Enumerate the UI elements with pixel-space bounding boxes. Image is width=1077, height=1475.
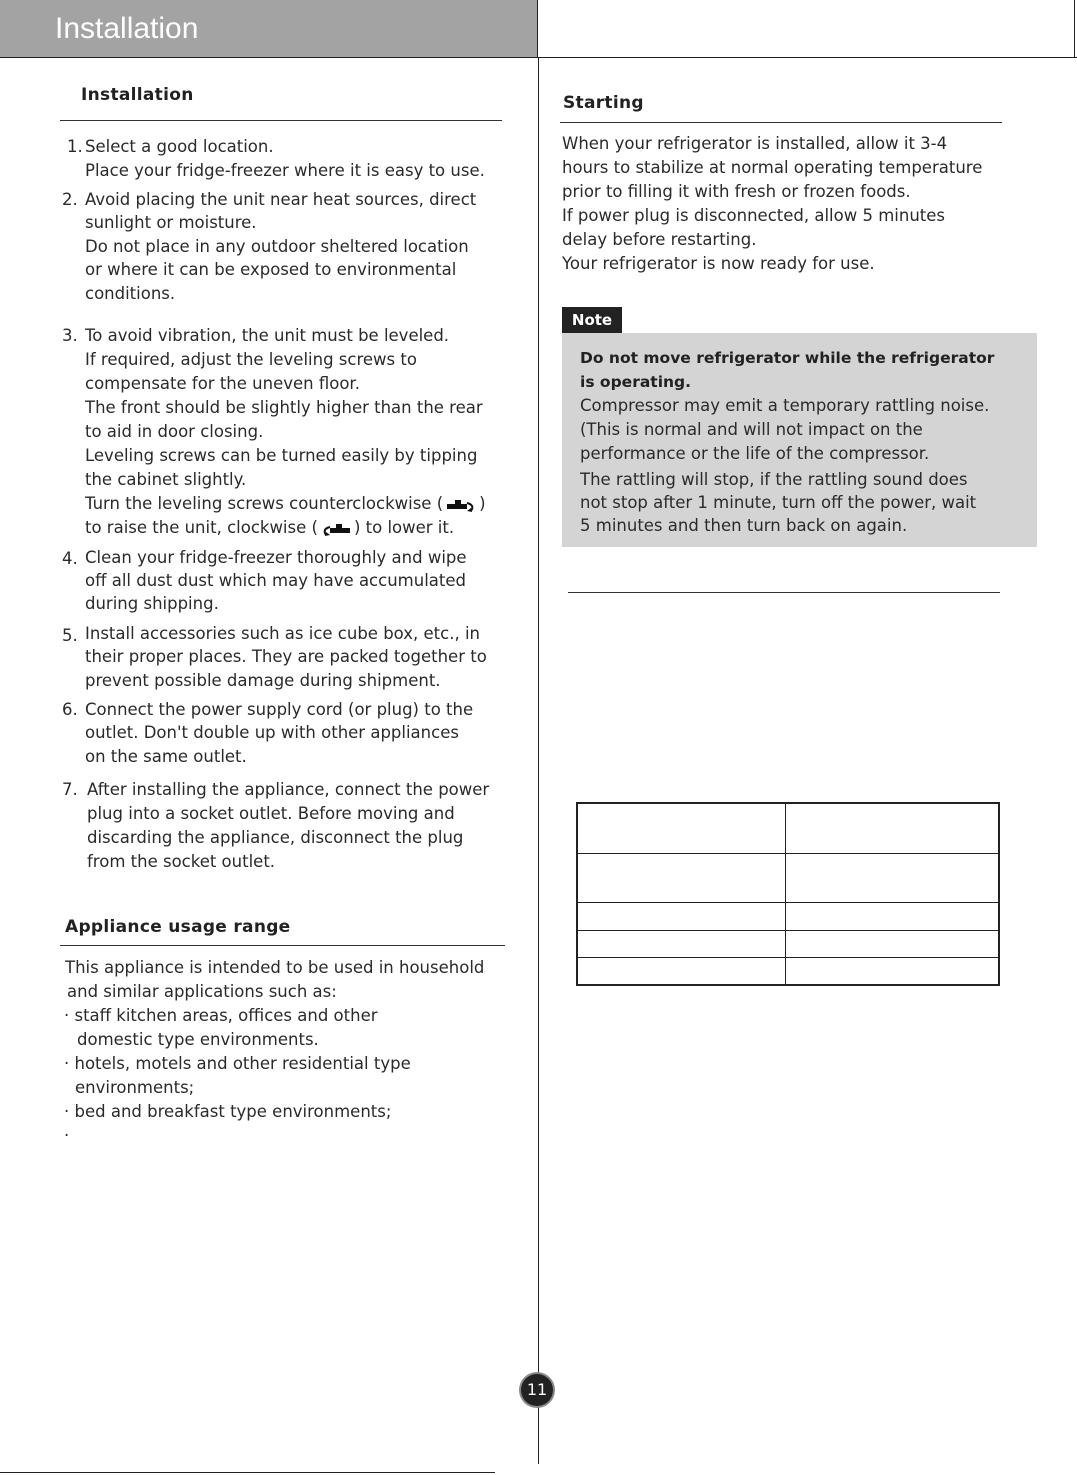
- item-5-number: 5.: [62, 626, 78, 645]
- section-rule: [568, 592, 1000, 593]
- note-bold-line: Do not move refrigerator while the refrigerator: [580, 349, 995, 367]
- usage-bullet: · bed and breakfast type environments;: [64, 1102, 392, 1121]
- item-2-line: Avoid placing the unit near heat sources, direct: [85, 190, 477, 209]
- item-2-line: or where it can be exposed to environmental: [85, 260, 457, 279]
- item-4-line: during shipping.: [85, 594, 219, 613]
- note-tag: Note: [562, 307, 622, 333]
- clockwise-screw-icon: [320, 521, 352, 537]
- item-3-line: Leveling screws can be turned easily by tipping: [85, 446, 478, 465]
- item-3-ccw-line: [85, 492, 486, 516]
- header-bar: [0, 0, 537, 57]
- spec-table: [576, 802, 1000, 986]
- note-line: not stop after 1 minute, turn off the power, wait: [580, 493, 977, 512]
- ccw-text-close: ): [479, 494, 486, 513]
- starting-rule: [560, 122, 1002, 123]
- item-4-line: off all dust dust which may have accumulated: [85, 571, 466, 590]
- item-7-line: from the socket outlet.: [87, 852, 276, 871]
- table-cell: [577, 902, 786, 930]
- table-cell: [577, 853, 786, 902]
- item-2-line: Do not place in any outdoor sheltered location: [85, 237, 469, 256]
- bottom-rule: [0, 1472, 495, 1473]
- table-row: [577, 957, 999, 985]
- item-3-line: If required, adjust the leveling screws to: [85, 350, 417, 369]
- table-cell: [577, 930, 786, 957]
- starting-line: hours to stabilize at normal operating temperature: [562, 158, 983, 177]
- counterclockwise-screw-icon: [445, 497, 477, 513]
- usage-bullet: · hotels, motels and other residential type: [64, 1054, 411, 1073]
- table-cell: [786, 930, 1000, 957]
- item-1-line: Select a good location.: [85, 137, 274, 156]
- item-1-number: 1.: [67, 137, 83, 156]
- item-7-line: plug into a socket outlet. Before moving and: [87, 804, 455, 823]
- table-cell: [577, 803, 786, 853]
- table-cell: [786, 853, 1000, 902]
- ccw-text: Turn the leveling screws counterclockwise (: [85, 494, 444, 513]
- usage-line: This appliance is intended to be used in household: [65, 958, 485, 977]
- note-line: 5 minutes and then turn back on again.: [580, 516, 908, 535]
- starting-line: If power plug is disconnected, allow 5 minutes: [562, 206, 946, 225]
- table-row: [577, 853, 999, 902]
- cw-text-close: ) to lower it.: [353, 518, 455, 537]
- starting-line: prior to filling it with fresh or frozen foods.: [562, 182, 911, 201]
- item-6-line: outlet. Don't double up with other appliances: [85, 723, 459, 742]
- table-cell: [786, 957, 1000, 985]
- installation-rule: [60, 120, 502, 121]
- item-3-line: To avoid vibration, the unit must be leveled.: [85, 326, 450, 345]
- usage-bullet: · staff kitchen areas, offices and other: [64, 1006, 378, 1025]
- usage-line: and similar applications such as:: [67, 982, 337, 1001]
- item-5-line: their proper places. They are packed together to: [85, 647, 487, 666]
- item-2-number: 2.: [62, 190, 78, 209]
- item-3-line: the cabinet slightly.: [85, 470, 247, 489]
- item-7-line: discarding the appliance, disconnect the plug: [87, 828, 464, 847]
- starting-line: When your refrigerator is installed, allow it 3-4: [562, 134, 948, 153]
- column-divider: [538, 57, 539, 1464]
- table-cell: [577, 957, 786, 985]
- starting-heading: Starting: [563, 93, 644, 113]
- item-1-line: Place your fridge-freezer where it is easy to use.: [85, 161, 485, 180]
- header-right-box: [537, 0, 1075, 57]
- usage-bullet: ·: [64, 1126, 70, 1145]
- item-4-line: Clean your fridge-freezer thoroughly and wipe: [85, 548, 467, 567]
- table-row: [577, 803, 999, 853]
- starting-line: Your refrigerator is now ready for use.: [562, 254, 875, 273]
- item-5-line: Install accessories such as ice cube box, etc., in: [85, 624, 480, 643]
- item-5-line: prevent possible damage during shipment.: [85, 671, 441, 690]
- item-3-line: compensate for the uneven floor.: [85, 374, 360, 393]
- cw-text: to raise the unit, clockwise (: [85, 518, 318, 537]
- item-7-number: 7.: [62, 780, 78, 799]
- note-line: performance or the life of the compressor.: [580, 444, 930, 463]
- item-3-line: The front should be slightly higher than the rear: [85, 398, 483, 417]
- item-2-line: sunlight or moisture.: [85, 213, 257, 232]
- note-line: Compressor may emit a temporary rattling noise.: [580, 396, 990, 415]
- page-title: Installation: [55, 12, 199, 45]
- item-3-number: 3.: [62, 326, 78, 345]
- table-row: [577, 902, 999, 930]
- item-6-line: on the same outlet.: [85, 747, 247, 766]
- usage-line: domestic type environments.: [77, 1030, 319, 1049]
- starting-line: delay before restarting.: [562, 230, 757, 249]
- note-bold-line: is operating.: [580, 373, 692, 391]
- usage-line: environments;: [75, 1078, 195, 1097]
- table-cell: [786, 902, 1000, 930]
- page-number: 11: [521, 1374, 553, 1406]
- table-cell: [786, 803, 1000, 853]
- item-6-number: 6.: [62, 700, 78, 719]
- item-3-line: to aid in door closing.: [85, 422, 264, 441]
- item-2-line: conditions.: [85, 284, 176, 303]
- table-row: [577, 930, 999, 957]
- installation-heading: Installation: [81, 85, 194, 105]
- note-line: (This is normal and will not impact on the: [580, 420, 923, 439]
- item-3-cw-line: [85, 516, 454, 540]
- usage-heading: Appliance usage range: [65, 917, 291, 937]
- note-line: The rattling will stop, if the rattling sound does: [580, 470, 968, 489]
- item-7-line: After installing the appliance, connect the power: [87, 780, 490, 799]
- item-6-line: Connect the power supply cord (or plug) to the: [85, 700, 474, 719]
- item-4-number: 4.: [62, 549, 78, 568]
- usage-rule: [60, 945, 505, 946]
